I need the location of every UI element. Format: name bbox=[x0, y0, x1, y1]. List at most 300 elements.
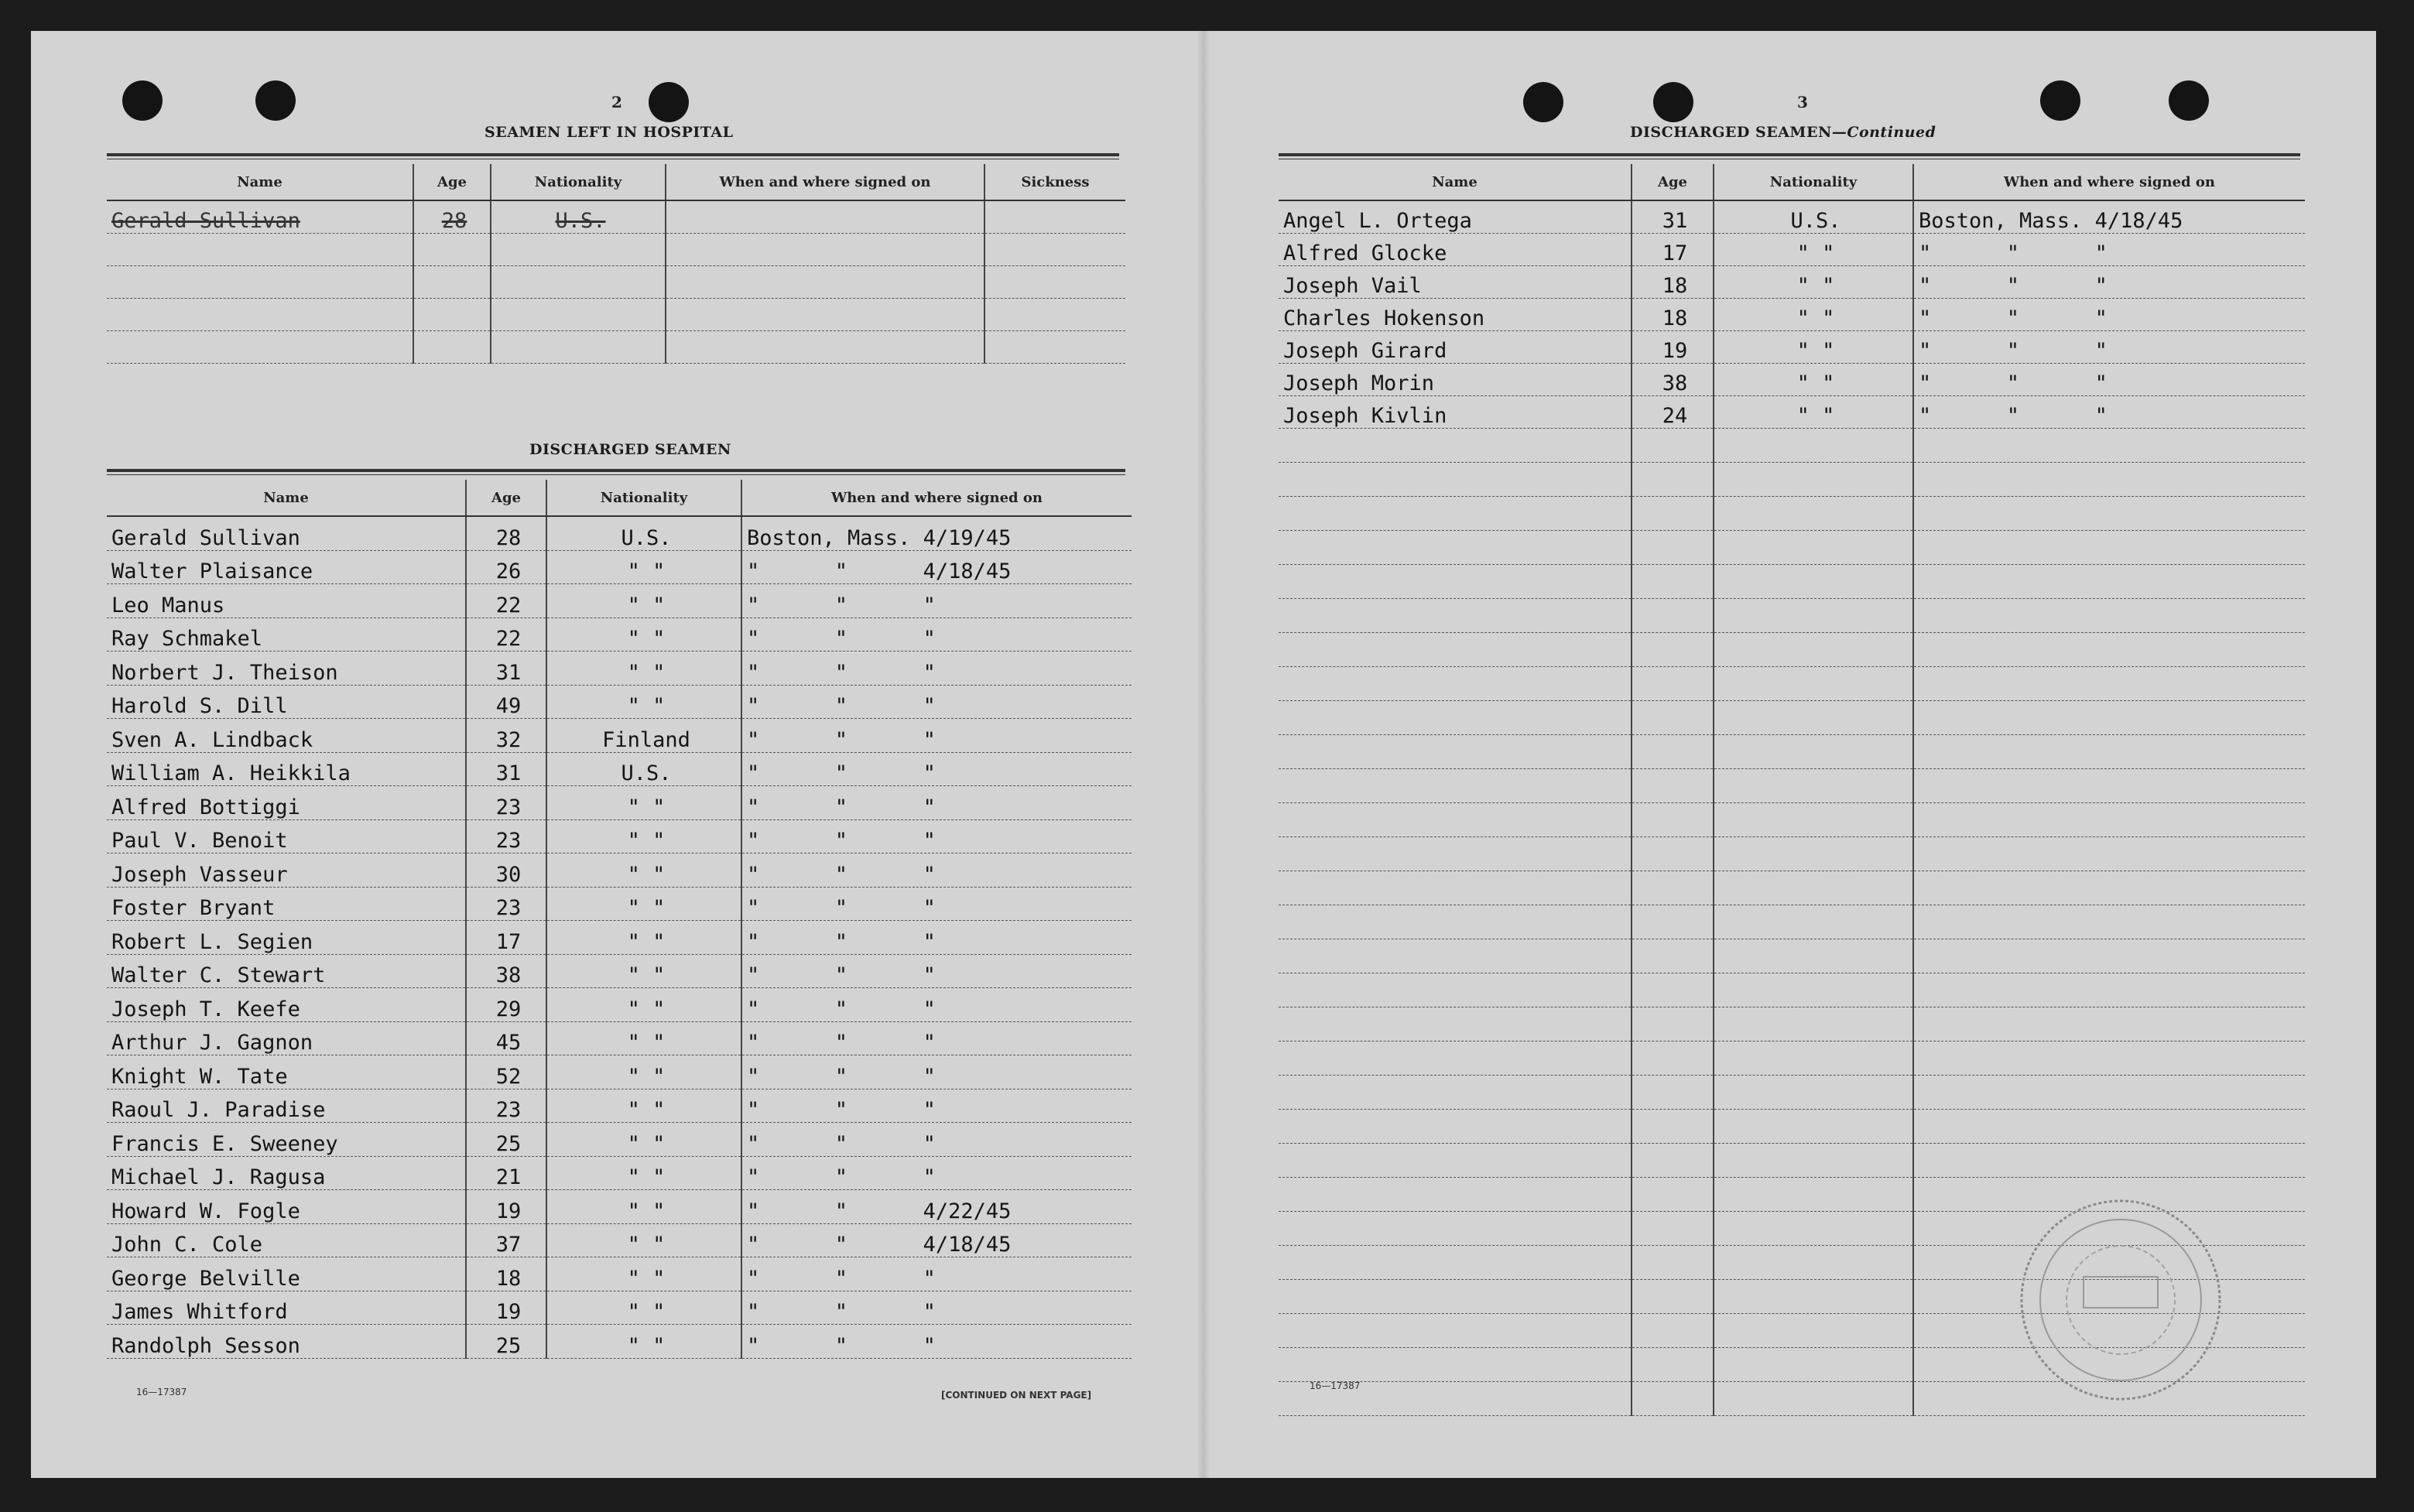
table-row bbox=[107, 988, 1132, 1022]
table-row bbox=[107, 516, 1132, 550]
cell-age: 31 bbox=[1632, 200, 1714, 234]
cell-nationality: " " bbox=[546, 786, 741, 820]
cell-age: 19 bbox=[466, 1291, 546, 1325]
table-row bbox=[1279, 667, 2305, 701]
cell-signed-on: " " " bbox=[1913, 364, 2305, 396]
cell-blank bbox=[1279, 871, 1632, 905]
cell-nationality: Finland bbox=[546, 719, 741, 753]
cell-age bbox=[413, 266, 491, 299]
cell-age: 18 bbox=[1632, 299, 1714, 331]
cell-sickness bbox=[984, 200, 1125, 234]
cell-nationality: " " bbox=[1714, 299, 1913, 331]
cell-signed-on: " " " bbox=[741, 988, 1132, 1022]
table-row bbox=[107, 1325, 1132, 1359]
cell-age: 49 bbox=[466, 685, 546, 719]
cell-age: 21 bbox=[466, 1156, 546, 1190]
table-row bbox=[107, 200, 1125, 234]
cell-signed-on: " " 4/18/45 bbox=[741, 1223, 1132, 1257]
cell-blank bbox=[1714, 837, 1913, 871]
punch-hole bbox=[255, 80, 296, 121]
cell-blank bbox=[1632, 667, 1714, 701]
left-page-number: 2 bbox=[611, 93, 622, 111]
cell-signed-on: " " " bbox=[741, 1291, 1132, 1325]
cell-blank bbox=[1632, 463, 1714, 497]
cell-blank bbox=[1632, 1246, 1714, 1280]
punch-hole bbox=[2169, 80, 2209, 121]
cell-blank bbox=[1714, 1348, 1913, 1382]
column-header: Age bbox=[413, 164, 491, 200]
date-stamp-graphic bbox=[2005, 1184, 2229, 1408]
cell-blank bbox=[1913, 599, 2305, 633]
cell-age: 23 bbox=[466, 1089, 546, 1123]
cell-blank bbox=[1714, 973, 1913, 1007]
cell-nationality: " " bbox=[546, 819, 741, 853]
cell-blank bbox=[1714, 429, 1913, 463]
cell-age bbox=[413, 331, 491, 364]
cell-blank bbox=[1632, 1076, 1714, 1110]
table-row bbox=[107, 1123, 1132, 1157]
cell-name: Joseph Vail bbox=[1279, 266, 1632, 299]
cell-name: Francis E. Sweeney bbox=[107, 1123, 466, 1157]
cell-blank bbox=[1913, 531, 2305, 565]
cell-name: Norbert J. Theison bbox=[107, 652, 466, 686]
cell-nationality: " " bbox=[546, 1021, 741, 1055]
cell-signed-on bbox=[666, 200, 984, 234]
cell-nationality: " " bbox=[546, 954, 741, 988]
table-row bbox=[107, 921, 1132, 955]
cell-age: 22 bbox=[466, 617, 546, 652]
cell-blank bbox=[1714, 1042, 1913, 1076]
column-header: When and where signed on bbox=[666, 164, 984, 200]
table-row bbox=[1279, 599, 2305, 633]
table-row bbox=[107, 550, 1132, 584]
cell-signed-on: " " " bbox=[741, 921, 1132, 955]
cell-blank bbox=[1279, 701, 1632, 735]
cell-name: Leo Manus bbox=[107, 584, 466, 618]
column-header: Age bbox=[466, 480, 546, 516]
cell-age: 29 bbox=[466, 988, 546, 1022]
cell-age: 19 bbox=[1632, 331, 1714, 364]
cell-nationality: " " bbox=[1714, 234, 1913, 266]
cell-name: George Belville bbox=[107, 1257, 466, 1291]
cell-name: William A. Heikkila bbox=[107, 752, 466, 786]
table-row bbox=[107, 299, 1125, 331]
cell-blank bbox=[1279, 769, 1632, 803]
cell-blank bbox=[1714, 1314, 1913, 1348]
cell-blank bbox=[1279, 803, 1632, 837]
cell-blank bbox=[1913, 701, 2305, 735]
cell-blank bbox=[1279, 1246, 1632, 1280]
right-page-number: 3 bbox=[1797, 93, 1808, 111]
cell-blank bbox=[1714, 497, 1913, 531]
continued-section-title-suffix: —Continued bbox=[1831, 124, 1936, 141]
cell-nationality: " " bbox=[546, 988, 741, 1022]
table-row bbox=[1279, 1007, 2305, 1042]
cell-sickness bbox=[984, 299, 1125, 331]
column-header: Name bbox=[1279, 164, 1632, 200]
cell-nationality: " " bbox=[546, 1190, 741, 1224]
cell-age: 38 bbox=[466, 954, 546, 988]
cell-signed-on: " " " bbox=[741, 1021, 1132, 1055]
table-row bbox=[1279, 1110, 2305, 1144]
cell-signed-on: " " " bbox=[741, 853, 1132, 888]
cell-signed-on: " " " bbox=[741, 1055, 1132, 1090]
cell-blank bbox=[1714, 1007, 1913, 1042]
cell-blank bbox=[1913, 497, 2305, 531]
cell-sickness bbox=[984, 234, 1125, 266]
cell-blank bbox=[1632, 1212, 1714, 1246]
cell-age: 28 bbox=[466, 516, 546, 550]
cell-name: Joseph Kivlin bbox=[1279, 396, 1632, 429]
cell-blank bbox=[1714, 1076, 1913, 1110]
cell-age: 31 bbox=[466, 752, 546, 786]
cell-signed-on: Boston, Mass. 4/19/45 bbox=[741, 516, 1132, 550]
cell-blank bbox=[1279, 599, 1632, 633]
cell-blank bbox=[1714, 701, 1913, 735]
cell-name: Alfred Bottiggi bbox=[107, 786, 466, 820]
punch-hole bbox=[1653, 82, 1693, 122]
cell-nationality: " " bbox=[1714, 364, 1913, 396]
cell-blank bbox=[1714, 1382, 1913, 1416]
cell-nationality: " " bbox=[546, 1156, 741, 1190]
cell-name bbox=[107, 234, 413, 266]
cell-age: 26 bbox=[466, 550, 546, 584]
cell-nationality: " " bbox=[546, 921, 741, 955]
punch-hole bbox=[649, 82, 689, 122]
cell-blank bbox=[1632, 531, 1714, 565]
cell-blank bbox=[1279, 1110, 1632, 1144]
cell-signed-on: " " " bbox=[741, 819, 1132, 853]
column-header: Nationality bbox=[546, 480, 741, 516]
cell-blank bbox=[1279, 939, 1632, 973]
cell-signed-on: " " " bbox=[741, 617, 1132, 652]
table-row bbox=[107, 1055, 1132, 1090]
cell-sickness bbox=[984, 331, 1125, 364]
cell-signed-on: " " " bbox=[741, 719, 1132, 753]
table-row bbox=[1279, 234, 2305, 266]
cell-signed-on: " " " bbox=[741, 1089, 1132, 1123]
cell-nationality: " " bbox=[546, 1055, 741, 1090]
cell-blank bbox=[1632, 871, 1714, 905]
cell-blank bbox=[1632, 803, 1714, 837]
cell-name: Arthur J. Gagnon bbox=[107, 1021, 466, 1055]
cell-nationality: " " bbox=[546, 887, 741, 921]
page-fold bbox=[1198, 31, 1209, 1478]
cell-age: 23 bbox=[466, 819, 546, 853]
table-row bbox=[1279, 701, 2305, 735]
cell-name: Foster Bryant bbox=[107, 887, 466, 921]
cell-blank bbox=[1913, 905, 2305, 939]
cell-signed-on: " " " bbox=[741, 685, 1132, 719]
cell-name: Charles Hokenson bbox=[1279, 299, 1632, 331]
cell-blank bbox=[1714, 769, 1913, 803]
cell-signed-on: " " 4/18/45 bbox=[741, 550, 1132, 584]
table-row bbox=[107, 234, 1125, 266]
cell-blank bbox=[1913, 837, 2305, 871]
table-row bbox=[107, 617, 1132, 652]
cell-blank bbox=[1279, 905, 1632, 939]
table-row bbox=[107, 887, 1132, 921]
cell-age: 31 bbox=[466, 652, 546, 686]
cell-nationality: " " bbox=[546, 652, 741, 686]
table-row bbox=[107, 1291, 1132, 1325]
table-row bbox=[1279, 299, 2305, 331]
cell-blank bbox=[1279, 1348, 1632, 1382]
cell-nationality: " " bbox=[546, 1257, 741, 1291]
cell-age: 23 bbox=[466, 887, 546, 921]
cell-name: Michael J. Ragusa bbox=[107, 1156, 466, 1190]
table-row bbox=[107, 584, 1132, 618]
cell-blank bbox=[1279, 1007, 1632, 1042]
cell-age: 25 bbox=[466, 1123, 546, 1157]
table-row bbox=[107, 266, 1125, 299]
cell-name: Walter C. Stewart bbox=[107, 954, 466, 988]
cell-blank bbox=[1632, 1178, 1714, 1212]
cell-blank bbox=[1714, 1178, 1913, 1212]
cell-signed-on bbox=[666, 331, 984, 364]
cell-blank bbox=[1913, 1110, 2305, 1144]
cell-blank bbox=[1714, 735, 1913, 769]
cell-blank bbox=[1714, 599, 1913, 633]
cell-blank bbox=[1913, 633, 2305, 667]
cell-age bbox=[413, 234, 491, 266]
cell-blank bbox=[1714, 1280, 1913, 1314]
cell-blank bbox=[1913, 803, 2305, 837]
cell-blank bbox=[1913, 973, 2305, 1007]
cell-name: Walter Plaisance bbox=[107, 550, 466, 584]
cell-age: 17 bbox=[466, 921, 546, 955]
table-row bbox=[1279, 497, 2305, 531]
table-row bbox=[1279, 1042, 2305, 1076]
cell-nationality: U.S. bbox=[546, 516, 741, 550]
cell-nationality bbox=[491, 266, 666, 299]
cell-name: John C. Cole bbox=[107, 1223, 466, 1257]
table-row bbox=[1279, 565, 2305, 599]
cell-blank bbox=[1632, 1144, 1714, 1178]
cell-blank bbox=[1279, 1314, 1632, 1348]
column-header: When and where signed on bbox=[741, 480, 1132, 516]
cell-nationality: " " bbox=[546, 1291, 741, 1325]
cell-blank bbox=[1279, 1178, 1632, 1212]
table-row bbox=[107, 652, 1132, 686]
cell-blank bbox=[1279, 735, 1632, 769]
cell-name: Raoul J. Paradise bbox=[107, 1089, 466, 1123]
hospital-section-title: SEAMEN LEFT IN HOSPITAL bbox=[485, 124, 734, 141]
table-row bbox=[107, 719, 1132, 753]
cell-signed-on: " " 4/22/45 bbox=[741, 1190, 1132, 1224]
table-row bbox=[1279, 364, 2305, 396]
table-row bbox=[1279, 531, 2305, 565]
cell-blank bbox=[1913, 1076, 2305, 1110]
cell-nationality bbox=[491, 234, 666, 266]
cell-age: 23 bbox=[466, 786, 546, 820]
cell-nationality: " " bbox=[546, 685, 741, 719]
cell-blank bbox=[1913, 1042, 2305, 1076]
cell-blank bbox=[1279, 973, 1632, 1007]
cell-name: Howard W. Fogle bbox=[107, 1190, 466, 1224]
cell-nationality bbox=[491, 331, 666, 364]
cell-blank bbox=[1632, 1042, 1714, 1076]
cell-blank bbox=[1913, 769, 2305, 803]
table-row bbox=[1279, 331, 2305, 364]
cell-blank bbox=[1632, 1110, 1714, 1144]
column-header: When and where signed on bbox=[1913, 164, 2305, 200]
cell-name: Gerald Sullivan bbox=[107, 200, 413, 234]
cell-nationality: " " bbox=[546, 584, 741, 618]
hospital-section-rule bbox=[107, 153, 1119, 159]
table-row bbox=[1279, 429, 2305, 463]
discharged-table bbox=[107, 480, 1132, 1359]
cell-blank bbox=[1279, 565, 1632, 599]
cell-signed-on: " " " bbox=[741, 584, 1132, 618]
cell-nationality: " " bbox=[546, 1325, 741, 1359]
table-row bbox=[1279, 973, 2305, 1007]
cell-signed-on: " " " bbox=[741, 1123, 1132, 1157]
cell-blank bbox=[1632, 973, 1714, 1007]
cell-blank bbox=[1714, 633, 1913, 667]
cell-nationality: U.S. bbox=[491, 200, 666, 234]
cell-signed-on: " " " bbox=[1913, 234, 2305, 266]
cell-name: Randolph Sesson bbox=[107, 1325, 466, 1359]
cell-age: 28 bbox=[413, 200, 491, 234]
cell-age: 19 bbox=[466, 1190, 546, 1224]
cell-name: Gerald Sullivan bbox=[107, 516, 466, 550]
table-row bbox=[107, 853, 1132, 888]
cell-name bbox=[107, 299, 413, 331]
column-header: Age bbox=[1632, 164, 1714, 200]
cell-name: Joseph Morin bbox=[1279, 364, 1632, 396]
table-row bbox=[1279, 905, 2305, 939]
cell-signed-on: " " " bbox=[741, 786, 1132, 820]
cell-name bbox=[107, 266, 413, 299]
cell-blank bbox=[1714, 803, 1913, 837]
cell-nationality: " " bbox=[1714, 331, 1913, 364]
cell-signed-on: " " " bbox=[741, 1325, 1132, 1359]
cell-age bbox=[413, 299, 491, 331]
cell-blank bbox=[1632, 1348, 1714, 1382]
continued-note: [CONTINUED ON NEXT PAGE] bbox=[941, 1390, 1092, 1401]
cell-blank bbox=[1632, 1382, 1714, 1416]
table-row bbox=[107, 1021, 1132, 1055]
table-row bbox=[1279, 396, 2305, 429]
cell-nationality: U.S. bbox=[546, 752, 741, 786]
punch-hole bbox=[1523, 82, 1563, 122]
cell-sickness bbox=[984, 266, 1125, 299]
table-row bbox=[1279, 939, 2305, 973]
cell-nationality: " " bbox=[546, 550, 741, 584]
table-row bbox=[1279, 871, 2305, 905]
table-row bbox=[107, 954, 1132, 988]
cell-age: 52 bbox=[466, 1055, 546, 1090]
table-row bbox=[1279, 1144, 2305, 1178]
punch-hole bbox=[2040, 80, 2080, 121]
table-row bbox=[107, 752, 1132, 786]
cell-blank bbox=[1632, 735, 1714, 769]
table-row bbox=[1279, 769, 2305, 803]
cell-nationality: " " bbox=[546, 853, 741, 888]
cell-age: 25 bbox=[466, 1325, 546, 1359]
cell-name: James Whitford bbox=[107, 1291, 466, 1325]
table-row bbox=[1279, 837, 2305, 871]
cell-signed-on: " " " bbox=[741, 752, 1132, 786]
cell-name: Robert L. Segien bbox=[107, 921, 466, 955]
cell-blank bbox=[1632, 701, 1714, 735]
cell-blank bbox=[1279, 1212, 1632, 1246]
cell-age: 18 bbox=[1632, 266, 1714, 299]
column-header: Name bbox=[107, 164, 413, 200]
cell-nationality: U.S. bbox=[1714, 200, 1913, 234]
cell-signed-on: " " " bbox=[1913, 331, 2305, 364]
right-form-number: 16—17387 bbox=[1310, 1380, 1361, 1391]
cell-age: 37 bbox=[466, 1223, 546, 1257]
cell-signed-on: " " " bbox=[741, 1257, 1132, 1291]
cell-blank bbox=[1279, 1144, 1632, 1178]
cell-signed-on: " " " bbox=[741, 887, 1132, 921]
cell-name: Ray Schmakel bbox=[107, 617, 466, 652]
cell-signed-on: " " " bbox=[1913, 396, 2305, 429]
cell-blank bbox=[1279, 837, 1632, 871]
cell-age: 32 bbox=[466, 719, 546, 753]
continued-section-title-main: DISCHARGED SEAMEN bbox=[1630, 124, 1832, 141]
cell-blank bbox=[1632, 429, 1714, 463]
cell-blank bbox=[1632, 1280, 1714, 1314]
left-form-number: 16—17387 bbox=[136, 1387, 187, 1397]
cell-age: 38 bbox=[1632, 364, 1714, 396]
cell-blank bbox=[1632, 633, 1714, 667]
continued-section-title bbox=[1630, 124, 1936, 141]
cell-blank bbox=[1632, 497, 1714, 531]
cell-blank bbox=[1632, 939, 1714, 973]
table-row bbox=[1279, 803, 2305, 837]
discharged-section-title: DISCHARGED SEAMEN bbox=[529, 441, 731, 458]
cell-blank bbox=[1714, 463, 1913, 497]
table-row bbox=[107, 1089, 1132, 1123]
cell-blank bbox=[1714, 531, 1913, 565]
cell-nationality: " " bbox=[1714, 266, 1913, 299]
cell-blank bbox=[1714, 905, 1913, 939]
cell-blank bbox=[1632, 1007, 1714, 1042]
cell-blank bbox=[1714, 1212, 1913, 1246]
cell-nationality: " " bbox=[546, 617, 741, 652]
cell-blank bbox=[1714, 871, 1913, 905]
cell-nationality: " " bbox=[546, 1123, 741, 1157]
table-row bbox=[1279, 463, 2305, 497]
cell-blank bbox=[1913, 463, 2305, 497]
cell-name: Joseph Girard bbox=[1279, 331, 1632, 364]
cell-signed-on: Boston, Mass. 4/18/45 bbox=[1913, 200, 2305, 234]
cell-name: Joseph Vasseur bbox=[107, 853, 466, 888]
table-row bbox=[107, 786, 1132, 820]
table-row bbox=[1279, 633, 2305, 667]
cell-nationality: " " bbox=[546, 1223, 741, 1257]
cell-age: 24 bbox=[1632, 396, 1714, 429]
cell-blank bbox=[1279, 1280, 1632, 1314]
table-row bbox=[107, 1190, 1132, 1224]
cell-age: 18 bbox=[466, 1257, 546, 1291]
table-row bbox=[1279, 266, 2305, 299]
cell-age: 17 bbox=[1632, 234, 1714, 266]
cell-blank bbox=[1279, 667, 1632, 701]
cell-blank bbox=[1632, 599, 1714, 633]
cell-blank bbox=[1714, 939, 1913, 973]
cell-nationality: " " bbox=[546, 1089, 741, 1123]
cell-name: Sven A. Lindback bbox=[107, 719, 466, 753]
table-row bbox=[107, 685, 1132, 719]
cell-blank bbox=[1714, 667, 1913, 701]
cell-age: 45 bbox=[466, 1021, 546, 1055]
continued-section-rule bbox=[1279, 153, 2300, 159]
cell-name: Knight W. Tate bbox=[107, 1055, 466, 1090]
